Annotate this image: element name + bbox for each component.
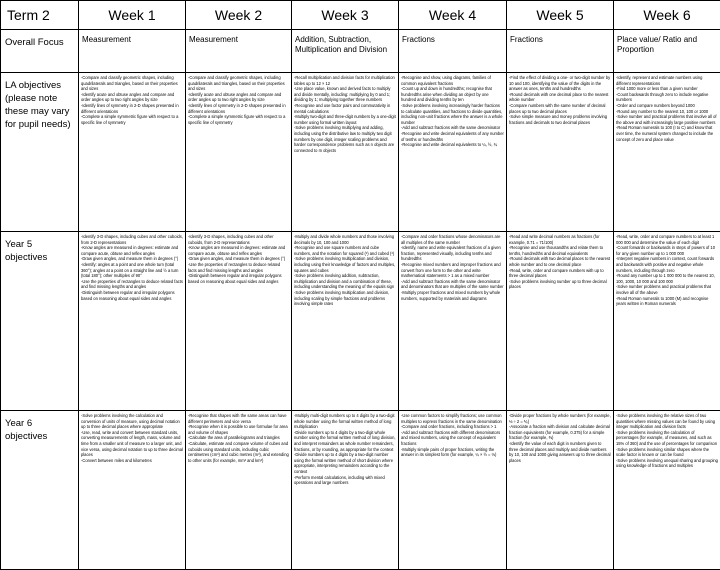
objectives-cell: -Solve problems involving the relative sizes of two quantities where missing values can be found by using integer multiplication and division facts -Solve problems involving the calculation of percentages (for example, of measures, and such as 15% of 360) and the use of percentages for comparison -Solve problems involving similar shapes where the scale factor is known or can be found -Solve problems involving unequal sharing and grouping using knowledge of fractions and multiples <box>614 411 720 570</box>
focus-cell: Addition, Subtraction, Multiplication and Division <box>292 30 399 73</box>
objectives-cell: -Solve problems involving the calculation and conversion of units of measure, using decimal notation up to three decimal places where appropriate -Use, read, write and convert between standard units, converting measurements of length, mass, volume and time from a smaller unit of measure to a larger unit, and vice versa, using decimal notation to up to three decimal places -Convert between miles and kilometres <box>79 411 186 570</box>
row-label: Year 5 objectives <box>1 232 79 411</box>
overall-focus-row <box>1 30 720 73</box>
objectives-cell: -Identify 3-D shapes, including cubes and other cuboids, from 2-D representations -Know angles are measured in degrees: estimate and compare acute, obtuse and reflex angles -Draw given angles, and measure them in degrees (°) -Use the properties of rectangles to deduce related facts and find missing lengths and angles -Distinguish between regular and irregular polygons based on reasoning about equal sides and angles <box>186 232 292 411</box>
focus-cell: Fractions <box>507 30 614 73</box>
focus-cell: Fractions <box>399 30 507 73</box>
objectives-cell: -Read, write, order and compare numbers to at least 1 000 000 and determine the value of each digit -Count forwards or backwards in steps of powers of 10 for any given number up to 1 000 000 -Interpret negative numbers in context, count forwards and backwards with positive and negative whole numbers, including through zero -Round any number up to 1 000 000 to the nearest 10, 100, 1000, 10 000 and 100 000 -Solve number problems and practical problems that involve all of the above -Read Roman numerals to 1000 (M) and recognise years written in Roman numerals <box>614 232 720 411</box>
focus-cell: Measurement <box>79 30 186 73</box>
week-heading: Week 3 <box>292 1 399 30</box>
row-label: Year 6 objectives <box>1 411 79 570</box>
objectives-cell: -Multiply and divide whole numbers and those involving decimals by 10, 100 and 1000 -Recognise and use square numbers and cube numbers, and the notation for squared (²) and cubed (³) -Solve problems involving multiplication and division, including using their knowledge of factors and multiples, squares and cubes -Solve problems involving addition, subtraction, multiplication and division and a combination of these, including understanding the meaning of the equals sign -Solve problems involving multiplication and division, including scaling by simple fractions and problems involving simple rates <box>292 232 399 411</box>
focus-cell: Place value/ Ratio and Proportion <box>614 30 720 73</box>
objectives-cell: -Compare and classify geometric shapes, including quadrilaterals and triangles, based on their properties and sizes -Identify acute and obtuse angles and compare and order angles up to two right angles by size -Identify lines of symmetry in 2-D shapes presented in different orientations -Complete a simple symmetric figure with respect to a specific line of symmetry <box>79 73 186 232</box>
objectives-cell: -Compare and classify geometric shapes, including quadrilaterals and triangles, based on their properties and sizes -Identify acute and obtuse angles and compare and order angles up to two right angles by size -Identify lines of symmetry in 2-D shapes presented in different orientations -Complete a simple symmetric figure with respect to a specific line of symmetry <box>186 73 292 232</box>
objectives-cell: -Recognise that shapes with the same areas can have different perimeters and vice versa -Recognise when it is possible to use formulae for area and volume of shapes -Calculate the area of parallelograms and triangles -Calculate, estimate and compare volume of cubes and cuboids using standard units, including cubic centimetres (cm³) and cubic metres (m³), and extending to other units (for example, mm³ and km³) <box>186 411 292 570</box>
objectives-cell: -Identify 3-D shapes, including cubes and other cuboids, from 2-D representations -Know angles are measured in degrees: estimate and compare acute, obtuse and reflex angles -Draw given angles, and measure them in degrees (°) -Identify: angles at a point and one whole turn (total 360°); angles at a point on a straight line and ½ a turn (total 180°); other multiples of 90° -Use the properties of rectangles to deduce related facts and find missing lengths and angles -Distinguish between regular and irregular polygons based on reasoning about equal sides and angles <box>79 232 186 411</box>
week-heading: Week 5 <box>507 1 614 30</box>
objectives-cell: -Find the effect of dividing a one- or two-digit number by 10 and 100, identifying the value of the digits in the answer as ones, tenths and hundredths -Round decimals with one decimal place to the nearest whole number -Compare numbers with the same number of decimal places up to two decimal places -Solve simple measure and money problems involving fractions and decimals to two decimal places <box>507 73 614 232</box>
objectives-cell: -Recognise and show, using diagrams, families of common equivalent fractions -Count up and down in hundredths; recognise that hundredths arise when dividing an object by one hundred and dividing tenths by ten -Solve problems involving increasingly harder fractions to calculate quantities, and fractions to divide quantities, including non-unit fractions where the answer is a whole number -Add and subtract fractions with the same denominator -Recognise and write decimal equivalents of any number of tenths or hundredths -Recognise and write decimal equivalents to ¼, ½, ¾ <box>399 73 507 232</box>
objectives-cell: -Recall multiplication and division facts for multiplication tables up to 12 × 12 -Use place value, known and derived facts to multiply and divide mentally, including: multiplying by 0 and 1; dividing by 1; multiplying together three numbers -Recognise and use factor pairs and commutativity in mental calculations -Multiply two-digit and three-digit numbers by a one-digit number using formal written layout -Solve problems involving multiplying and adding, including using the distributive law to multiply two digit numbers by one digit, integer scaling problems and harder correspondence problems such as n objects are connected to m objects <box>292 73 399 232</box>
term-heading: Term 2 <box>1 1 79 30</box>
objectives-cell: -Read and write decimal numbers as fractions (for example, 0.71 = 71/100) -Recognise and use thousandths and relate them to tenths, hundredths and decimal equivalents -Round decimals with two decimal places to the nearest whole number and to one decimal place -Read, write, order and compare numbers with up to three decimal places -Solve problems involving number up to three decimal places <box>507 232 614 411</box>
objectives-cell: -Multiply multi-digit numbers up to 4 digits by a two-digit whole number using the formal written method of long multiplication -Divide numbers up to 4 digits by a two-digit whole number using the formal written method of long division, and interpret remainders as whole number remainders, fractions, or by rounding, as appropriate for the context -Divide numbers up to 4 digits by a two-digit number using the formal written method of short division where appropriate, interpreting remainders according to the context -Perform mental calculations, including with mixed operations and large numbers <box>292 411 399 570</box>
year6-objectives-row <box>1 411 720 570</box>
week-heading: Week 1 <box>79 1 186 30</box>
objectives-cell: -Compare and order fractions whose denominators are all multiples of the same number -Identify, name and write equivalent fractions of a given fraction, represented visually, including tenths and hundredths -Recognise mixed numbers and improper fractions and convert from one form to the other and write mathematical statements > 1 as a mixed number -Add and subtract fractions with the same denominator and denominators that are multiples of the same number -Multiply proper fractions and mixed numbers by whole numbers, supported by materials and diagrams <box>399 232 507 411</box>
row-label: Overall Focus <box>1 30 79 73</box>
week-heading: Week 6 <box>614 1 720 30</box>
header-row <box>1 1 720 30</box>
week-heading: Week 4 <box>399 1 507 30</box>
week-heading: Week 2 <box>186 1 292 30</box>
row-label: LA objectives (please note these may vary for pupil needs) <box>1 73 79 232</box>
year5-objectives-row <box>1 232 720 411</box>
la-objectives-row <box>1 73 720 232</box>
objectives-cell: -Identify, represent and estimate numbers using different representations -Find 1000 more or less than a given number -Count backwards through zero to include negative numbers -Order and compare numbers beyond 1000 -Round any number to the nearest 10, 100 or 1000 -Solve number and practical problems that involve all of the above and with increasingly large positive numbers -Read Roman numerals to 100 (I to C) and know that over time, the numeral system changed to include the concept of zero and place value <box>614 73 720 232</box>
focus-cell: Measurement <box>186 30 292 73</box>
objectives-cell: -Divide proper fractions by whole numbers (for example, ⅓ ÷ 2 = ⅙) -Associate a fraction with division and calculate decimal fraction equivalents (for example, 0.375) for a simple fraction (for example, ⅜) -Identify the value of each digit in numbers given to three decimal places and multiply and divide numbers by 10, 100 and 1000 giving answers up to three decimal places <box>507 411 614 570</box>
objectives-cell: -Use common factors to simplify fractions; use common multiples to express fractions in the same denomination -Compare and order fractions, including fractions > 1 -Add and subtract fractions with different denominators and mixed numbers, using the concept of equivalent fractions -Multiply simple pairs of proper fractions, writing the answer in its simplest form (for example, ¼ × ½ = ⅛) <box>399 411 507 570</box>
